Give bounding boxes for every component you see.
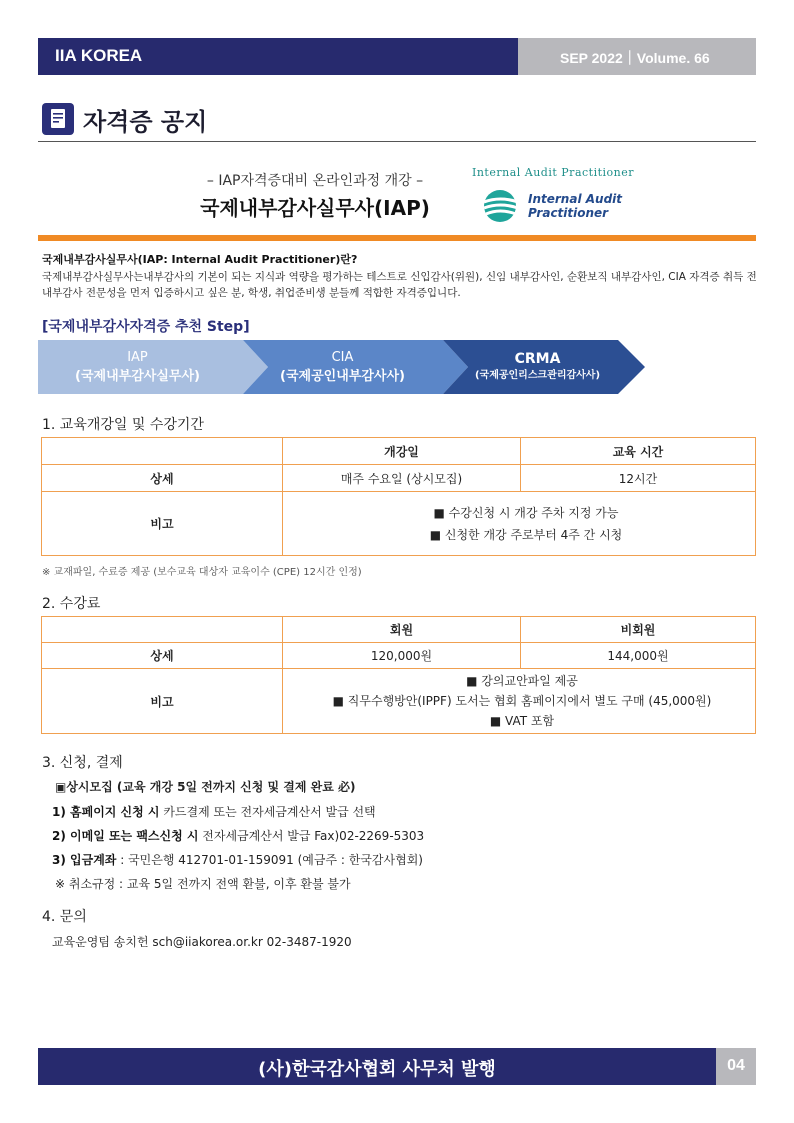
s2-heading: 2. 수강료 — [42, 596, 101, 612]
page-number: 04 — [727, 1057, 745, 1074]
s1-footnote: ※ 교재파일, 수료증 제공 (보수교육 대상자 교육이수 (CPE) 12시간 인정) — [42, 567, 362, 578]
brand-label: IIA KOREA — [55, 46, 143, 65]
logo-caption: Internal Audit Practitioner — [472, 166, 635, 179]
s3-cancel: ※ 취소규정 : 교육 5일 전까지 전액 환불, 이후 환불 불가 — [55, 877, 351, 891]
row-note-label: 비고 — [42, 669, 283, 734]
s3-line3: 3) 입금계좌 : 국민은행 412701-01-159091 (예금주 : 한국감사협회) — [52, 853, 423, 867]
row-note-label: 비고 — [42, 492, 283, 556]
s3-line2: 2) 이메일 또는 팩스신청 시 전자세금계산서 발급 Fax)02-2269-5303 — [52, 829, 425, 843]
issue-label: SEP 2022｜Volume. 66 — [560, 50, 710, 66]
col-start-date: 개강일 — [283, 438, 521, 465]
row-detail-label: 상세 — [42, 643, 283, 669]
fee-notes: ■ 강의교안파일 제공 ■ 직무수행방안(IPPF) 도서는 협회 홈페이지에서 별도 구매 (45,000원) ■ VAT 포함 — [283, 669, 756, 734]
member-fee: 120,000원 — [283, 643, 521, 669]
fee-table — [41, 616, 756, 734]
s3-line1: 1) 홈페이지 신청 시 카드결제 또는 전자세금계산서 발급 선택 — [52, 805, 376, 819]
row-detail-label: 상세 — [42, 465, 283, 492]
section-title: 자격증 공지 — [83, 108, 208, 136]
schedule-table — [41, 437, 756, 556]
contact-info: 교육운영팀 송치헌 sch@iiakorea.or.kr 02-3487-1920 — [52, 935, 352, 949]
step-cia: CIA (국제공인내부감사사) — [280, 350, 405, 384]
s1-heading: 1. 교육개강일 및 수강기간 — [42, 417, 204, 433]
intro-title: 국제내부감사실무사(IAP) — [200, 196, 430, 220]
step-crma: CRMA (국제공인리스크관리감사사) — [474, 351, 601, 381]
col-hours: 교육 시간 — [521, 438, 756, 465]
document-icon — [42, 103, 74, 135]
start-date-value: 매주 수요일 (상시모집) — [283, 465, 521, 492]
col-nonmember: 비회원 — [521, 617, 756, 643]
s3-heading: 3. 신청, 결제 — [42, 755, 123, 771]
orange-divider — [38, 235, 756, 241]
question-title: 국제내부감사실무사(IAP: Internal Audit Practitioner)란? — [42, 253, 358, 266]
logo-wordmark: Internal Audit Practitioner — [528, 192, 623, 220]
iap-logo-icon — [480, 188, 522, 224]
question-body: 국제내부감사실무사는내부감사의 기본이 되는 지식과 역량을 평가하는 테스트로 신입감사(위원), 신임 내부감사인, 순환보직 내부감사인, CIA 자격증 취득 전 내부감사 전문성을 먼저 입증하시고 싶은 분, 학생, 취업준비생 분들께 적합한 자격증입니다. — [42, 271, 757, 299]
schedule-notes: ■ 수강신청 시 개강 주차 지정 가능 ■ 신청한 개강 주로부터 4주 간 시청 — [283, 492, 756, 556]
s3-recruit: ▣상시모집 (교육 개강 5일 전까지 신청 및 결제 완료 必) — [55, 780, 356, 794]
divider — [38, 141, 756, 142]
hours-value: 12시간 — [521, 465, 756, 492]
step-iap: IAP (국제내부감사실무사) — [75, 350, 200, 384]
s4-heading: 4. 문의 — [42, 909, 87, 925]
nonmember-fee: 144,000원 — [521, 643, 756, 669]
intro-subtitle: – IAP자격증대비 온라인과정 개강 – — [206, 173, 424, 189]
col-member: 회원 — [283, 617, 521, 643]
publisher: (사)한국감사협회 사무처 발행 — [258, 1059, 496, 1080]
steps-title: [국제내부감사자격증 추천 Step] — [42, 319, 250, 335]
